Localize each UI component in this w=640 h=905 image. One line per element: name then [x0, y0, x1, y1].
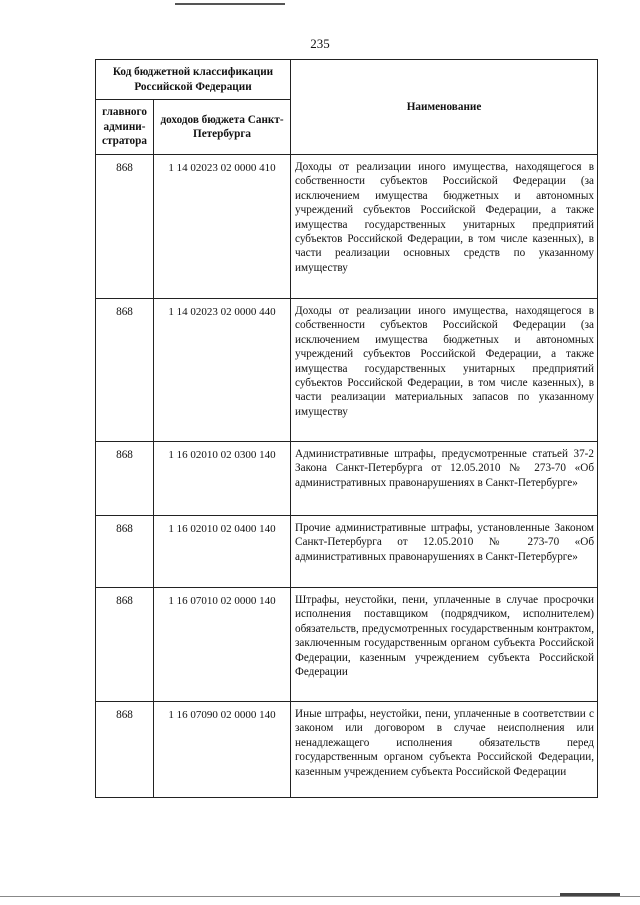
- bottom-mark: [560, 893, 620, 896]
- admin-code-cell: 868: [96, 588, 154, 702]
- revenue-code-cell: 1 16 02010 02 0300 140: [154, 442, 291, 516]
- page-number: 235: [310, 36, 330, 51]
- revenue-code-cell: 1 14 02023 02 0000 440: [154, 299, 291, 442]
- budget-classification-table: [95, 59, 598, 798]
- name-cell: Административные штрафы, предусмотренные статьей 37-2 Закона Санкт-Петербурга от 12.05.2010 № 273-70 «Об административных правонарушениях в Санкт-Петербурге»: [291, 442, 598, 516]
- table-row: [96, 516, 598, 588]
- name-cell: Доходы от реализации иного имущества, находящегося в собственности субъектов Российской Федерации (за исключением имущества бюджетных и автономных учреждений субъектов Российской Федерации, а также имущества государственных унитарных предприятий субъектов Российской Федерации, в том числе казенных), в части реализации материальных запасов по указанному имуществу: [291, 299, 598, 442]
- revenue-code-cell: 1 16 07090 02 0000 140: [154, 702, 291, 798]
- table-row: [96, 442, 598, 516]
- bottom-rule: [0, 896, 640, 897]
- table-row: [96, 155, 598, 299]
- table-row: [96, 588, 598, 702]
- header-revenue-code: доходов бюджета Санкт-Петербурга: [154, 100, 291, 155]
- name-cell: Прочие административные штрафы, установленные Законом Санкт-Петербурга от 12.05.2010 № 273-70 «Об административных правонарушениях в Санкт-Петербурге»: [291, 516, 598, 588]
- admin-code-cell: 868: [96, 442, 154, 516]
- header-chief-administrator: главного админи-стратора: [96, 100, 154, 155]
- admin-code-cell: 868: [96, 702, 154, 798]
- name-cell: Доходы от реализации иного имущества, находящегося в собственности субъектов Российской Федерации (за исключением имущества бюджетных и автономных учреждений субъектов Российской Федерации, а также имущества государственных унитарных предприятий субъектов Российской Федерации, в том числе казенных), в части реализации основных средств по указанному имуществу: [291, 155, 598, 299]
- revenue-code-cell: 1 14 02023 02 0000 410: [154, 155, 291, 299]
- name-cell: Иные штрафы, неустойки, пени, уплаченные в соответствии с законом или договором в случае неисполнения или ненадлежащего исполнения обязательств перед государственным органом субъекта Российской Федерации, казенным учреждением субъекта Российской Федерации: [291, 702, 598, 798]
- admin-code-cell: 868: [96, 299, 154, 442]
- admin-code-cell: 868: [96, 516, 154, 588]
- header-name: Наименование: [291, 60, 598, 155]
- table-row: [96, 299, 598, 442]
- name-cell: Штрафы, неустойки, пени, уплаченные в случае просрочки исполнения поставщиком (подрядчиком, исполнителем) обязательств, предусмотренных государственным контрактом, заключенным государственным органом субъекта Российской Федерации, казенным учреждением субъекта Российской Федерации: [291, 588, 598, 702]
- top-rule: [175, 3, 285, 5]
- revenue-code-cell: 1 16 07010 02 0000 140: [154, 588, 291, 702]
- header-budget-classification-code: Код бюджетной классификации Российской Федерации: [96, 60, 291, 100]
- table-row: [96, 702, 598, 798]
- admin-code-cell: 868: [96, 155, 154, 299]
- revenue-code-cell: 1 16 02010 02 0400 140: [154, 516, 291, 588]
